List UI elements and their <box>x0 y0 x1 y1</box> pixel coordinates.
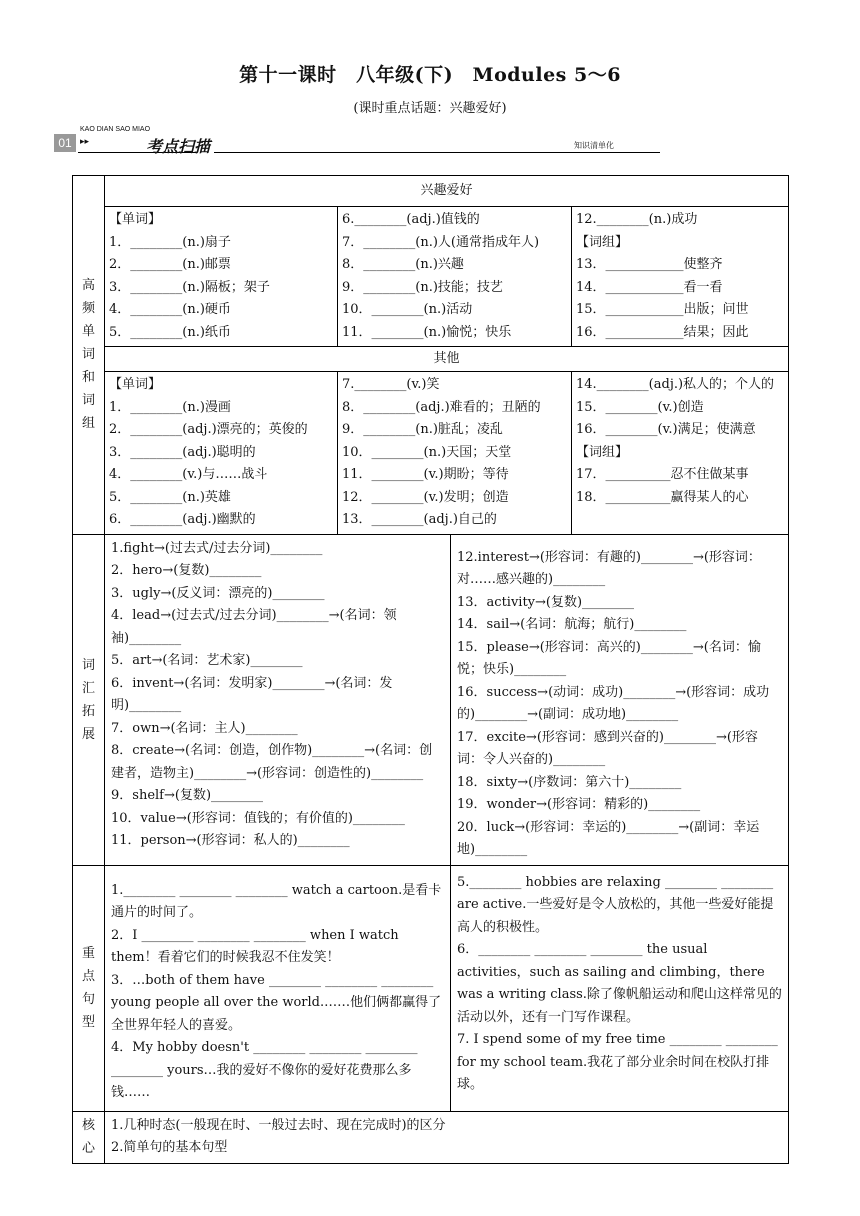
banner-divider-long <box>214 152 660 153</box>
sentence-item: 3．…both of them have ________ ________ ________ young people all over the world.……他们俩都赢得了全世界年轻人的喜爱。 <box>111 972 442 1033</box>
vocab-item: 14．____________看一看 <box>576 279 723 295</box>
sentence-item: 1.________ ________ ________ watch a cartoon.是看卡通片的时间了。 <box>111 882 442 920</box>
expansion-item: 4．lead→(过去式/过去分词)________→(名词：领袖)________ <box>111 608 397 646</box>
expansion-item: 13．activity→(复数)________ <box>457 594 635 610</box>
vocab-item: 8．________(adj.)难看的；丑陋的 <box>342 399 541 415</box>
sentence-item: 5.________ hobbies are relaxing ________ ________ are active.一些爱好是令人放松的，其他一些爱好能提高人的积极性。 <box>457 874 774 935</box>
expansion-item: 12.interest→(形容词：有趣的)________→(形容词：对……感兴趣的)________ <box>457 549 761 587</box>
expansion-item: 9．shelf→(复数)________ <box>111 788 264 803</box>
vocab-item: 3．________(adj.)聪明的 <box>109 444 256 460</box>
vocab-item: 14.________(adj.)私人的；个人的 <box>576 377 775 392</box>
vocab-item: 17．__________忍不住做某事 <box>576 467 749 482</box>
vocab-item: 【词组】 <box>576 444 629 460</box>
vocab-item: 9．________(n.)技能；技艺 <box>342 279 503 295</box>
vocab-item: 1．________(n.)漫画 <box>109 399 231 415</box>
sentence-section-label: 重点句型 <box>73 865 105 1111</box>
hobby-header: 兴趣爱好 <box>105 176 789 207</box>
expansion-item: 14．sail→(名词：航海；航行)________ <box>457 617 687 632</box>
vocab-item: 10．________(n.)天国；天堂 <box>342 444 512 460</box>
sentence-item: 4．My hobby doesn't ________ ________ ________ ________ yours…我的爱好不像你的爱好花费那么多钱…… <box>111 1040 418 1100</box>
expand-left <box>105 534 451 865</box>
expansion-item: 3．ugly→(反义词：漂亮的)________ <box>111 585 325 601</box>
vocab-section-label: 高频单词和词组 <box>73 176 105 535</box>
core-item: 1.几种时态(一般现在时、一般过去时、现在完成时)的区分 <box>111 1117 446 1133</box>
hobby-col-1 <box>105 207 338 347</box>
other-col-3 <box>572 372 789 535</box>
other-col-2 <box>338 372 572 535</box>
expansion-item: 1.fight→(过去式/过去分词)________ <box>111 540 323 556</box>
vocab-item: 13．________(adj.)自己的 <box>342 512 497 527</box>
vocab-item: 8．________(n.)兴趣 <box>342 257 464 272</box>
expansion-item: 17．excite→(形容词：感到兴奋的)________→(形容词：令人兴奋的)________ <box>457 729 758 767</box>
expansion-item: 8．create→(名词：创造，创作物)________→(名词：创建者，造物主)________→(形容词：创造性的)________ <box>111 743 433 781</box>
other-col-1 <box>105 372 338 535</box>
vocab-item: 15．________(v.)创造 <box>576 399 704 415</box>
arrow-icon: ▸▸ <box>80 137 90 147</box>
core-item: 2.简单句的基本句型 <box>111 1140 228 1155</box>
vocab-item: 15．____________出版；问世 <box>576 302 749 317</box>
vocab-item: 16．____________结果；因此 <box>576 324 749 340</box>
banner-number: 01 <box>54 134 76 152</box>
banner-right-text: 知识清单化 <box>574 141 614 150</box>
expand-section-label: 词汇拓展 <box>73 534 105 865</box>
vocab-item: 2．________(adj.)漂亮的；英俊的 <box>109 422 308 437</box>
vocab-item: 6．________(adj.)幽默的 <box>109 512 256 527</box>
knowledge-table <box>72 175 789 1164</box>
sentence-item: 2．I ________ ________ ________ when I watch them！看着它们的时候我忍不住发笑！ <box>111 927 399 965</box>
vocab-item: 12.________(n.)成功 <box>576 212 698 227</box>
vocab-item: 18．__________赢得某人的心 <box>576 489 749 505</box>
page-subtitle: (课时重点话题：兴趣爱好) <box>353 101 507 116</box>
hobby-col-2 <box>338 207 572 347</box>
banner-logo: 考点扫描 <box>146 137 211 156</box>
vocab-item: 4．________(v.)与……战斗 <box>109 467 268 482</box>
expansion-item: 10．value→(形容词：值钱的；有价值的)________ <box>111 810 405 826</box>
expansion-item: 6．invent→(名词：发明家)________→(名词：发明)________ <box>111 675 393 713</box>
vocab-item: 5．________(n.)纸币 <box>109 324 231 340</box>
expansion-item: 7．own→(名词：主人)________ <box>111 720 298 736</box>
expansion-item: 5．art→(名词：艺术家)________ <box>111 653 303 668</box>
vocab-item: 1．________(n.)扇子 <box>109 234 231 250</box>
vocab-item: 16．________(v.)满足；使满意 <box>576 422 756 437</box>
vocab-item: 10．________(n.)活动 <box>342 302 473 317</box>
section-banner <box>54 124 660 158</box>
vocab-item: 【词组】 <box>576 234 629 250</box>
other-header: 其他 <box>105 347 789 372</box>
expansion-item: 11．person→(形容词：私人的)________ <box>111 833 350 848</box>
vocab-item: 4．________(n.)硬币 <box>109 302 231 317</box>
page-title: 第十一课时 八年级(下) Modules 5～6 <box>239 64 621 86</box>
sentence-item: 6．________ ________ ________ the usual activities，such as sailing and climbing，there was a writing class.除了像帆船运动和爬山这样常见的活动以外，还有一门写作课程。 <box>457 942 782 1025</box>
core-content <box>105 1111 789 1163</box>
banner-pinyin: KAO DIAN SAO MIAO <box>80 126 151 133</box>
vocab-item: 3．________(n.)隔板；架子 <box>109 279 270 295</box>
expansion-item: 15．please→(形容词：高兴的)________→(名词：愉悦；快乐)________ <box>457 639 761 677</box>
vocab-item: 【单词】 <box>109 377 162 392</box>
vocab-item: 7.________(v.)笑 <box>342 377 440 392</box>
expansion-item: 2．hero→(复数)________ <box>111 563 262 578</box>
sentence-item: 7. I spend some of my free time ________ ________ for my school team.我花了部分业余时间在校队打排球。 <box>457 1032 778 1092</box>
vocab-item: 9．________(n.)脏乱；凌乱 <box>342 422 503 437</box>
vocab-item: 11．________(n.)愉悦；快乐 <box>342 324 512 340</box>
vocab-item: 11．________(v.)期盼；等待 <box>342 467 509 482</box>
sentence-left <box>105 865 451 1111</box>
hobby-col-3 <box>572 207 789 347</box>
expansion-item: 16．success→(动词：成功)________→(形容词：成功的)________→(副词：成功地)________ <box>457 684 770 722</box>
vocab-item: 12．________(v.)发明；创造 <box>342 489 509 505</box>
vocab-item: 【单词】 <box>109 212 162 227</box>
vocab-item: 7．________(n.)人(通常指成年人) <box>342 234 540 250</box>
expansion-item: 20．luck→(形容词：幸运的)________→(副词：幸运地)________ <box>457 819 760 857</box>
vocab-item: 5．________(n.)英雄 <box>109 489 231 505</box>
sentence-right <box>451 865 789 1111</box>
expansion-item: 18．sixty→(序数词：第六十)________ <box>457 774 682 790</box>
expansion-item: 19．wonder→(形容词：精彩的)________ <box>457 797 701 812</box>
vocab-item: 2．________(n.)邮票 <box>109 257 231 272</box>
vocab-item: 6.________(adj.)值钱的 <box>342 212 480 227</box>
vocab-item: 13．____________使整齐 <box>576 257 723 272</box>
expand-right <box>451 534 789 865</box>
core-section-label: 核心 <box>73 1111 105 1163</box>
